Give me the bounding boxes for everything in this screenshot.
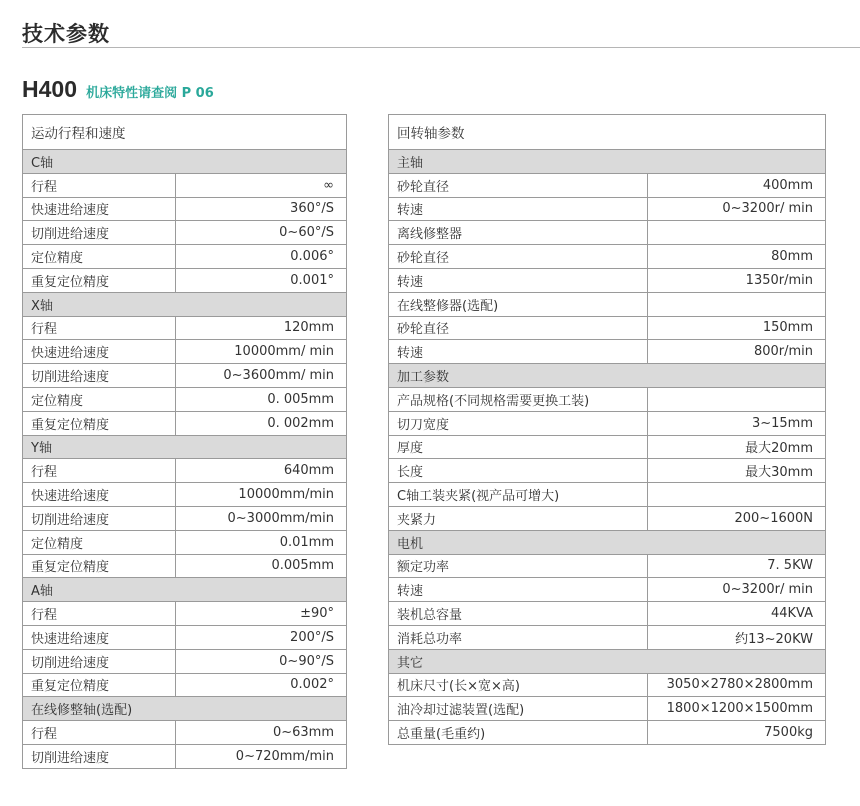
row-value: 400mm [648,173,826,197]
table-row [389,435,826,459]
row-value: 120mm [176,316,347,340]
section-row [23,150,347,174]
model-heading [22,76,214,103]
table-header: 运动行程和速度 [23,115,347,150]
section-row [389,649,826,673]
section-row [389,364,826,388]
table-row [23,721,347,745]
table-row [23,673,347,697]
row-value: 0. 005mm [176,387,347,411]
row-value: 0~3000mm/min [176,506,347,530]
row-label: 厚度 [389,435,648,459]
row-label: 行程 [23,602,176,626]
model-reference-note: 机床特性请查阅 P 06 [86,86,214,101]
section-title: 加工参数 [389,364,826,388]
table-row [389,697,826,721]
row-value [648,292,826,316]
motion-travel-speed-table [22,114,347,769]
row-value: 80mm [648,245,826,269]
table-row [389,459,826,483]
row-value [648,221,826,245]
row-label: 快速进给速度 [23,197,176,221]
row-value: 360°/S [176,197,347,221]
table-row [389,387,826,411]
row-label: 装机总容量 [389,602,648,626]
row-label: 行程 [23,173,176,197]
table-row [23,625,347,649]
row-label: 重复定位精度 [23,268,176,292]
row-label: 切削进给速度 [23,221,176,245]
table-header: 回转轴参数 [389,115,826,150]
row-label: 产品规格(不同规格需要更换工装) [389,387,648,411]
table-row [23,221,347,245]
section-row [389,150,826,174]
row-value: 7. 5KW [648,554,826,578]
row-label: 转速 [389,268,648,292]
table-row [389,554,826,578]
row-value: 0.001° [176,268,347,292]
row-label: 切刀宽度 [389,411,648,435]
table-row [23,744,347,768]
row-value: 0~720mm/min [176,744,347,768]
row-value: 150mm [648,316,826,340]
section-title: A轴 [23,578,347,602]
table-row [389,245,826,269]
table-row [389,625,826,649]
row-value: 0~3200r/ min [648,578,826,602]
row-label: 行程 [23,459,176,483]
row-value: 0~3200r/ min [648,197,826,221]
row-value: 44KVA [648,602,826,626]
table-row [389,411,826,435]
row-label: 额定功率 [389,554,648,578]
table-row [389,316,826,340]
table-row [389,578,826,602]
table-row [23,554,347,578]
row-value: 0.01mm [176,530,347,554]
row-label: 转速 [389,197,648,221]
table-header-row [23,115,347,150]
table-row [23,340,347,364]
row-value: 200°/S [176,625,347,649]
row-value: 最大20mm [648,435,826,459]
row-value: 3~15mm [648,411,826,435]
row-label: 行程 [23,316,176,340]
row-label: 切削进给速度 [23,364,176,388]
row-label: 夹紧力 [389,506,648,530]
row-label: 定位精度 [23,387,176,411]
table-row [23,197,347,221]
row-label: 快速进给速度 [23,483,176,507]
section-title: 电机 [389,530,826,554]
row-value: 0~90°/S [176,649,347,673]
section-row [23,292,347,316]
row-value: 640mm [176,459,347,483]
row-value: 200~1600N [648,506,826,530]
section-row [23,578,347,602]
table-row [389,673,826,697]
row-label: 快速进给速度 [23,340,176,364]
table-row [23,483,347,507]
row-value: 1350r/min [648,268,826,292]
table-row [23,530,347,554]
title-divider [22,47,860,48]
table-row [23,387,347,411]
table-row [23,459,347,483]
table-row [389,173,826,197]
table-row [389,506,826,530]
section-title: C轴 [23,150,347,174]
row-value: ∞ [176,173,347,197]
page-title: 技术参数 [22,22,110,46]
table-row [23,245,347,269]
row-label: 切削进给速度 [23,744,176,768]
section-title: 其它 [389,649,826,673]
table-row [23,411,347,435]
rotary-axis-parameter-table [388,114,826,745]
row-label: 在线整修器(选配) [389,292,648,316]
row-label: 重复定位精度 [23,673,176,697]
row-value: 0~63mm [176,721,347,745]
table-row [23,506,347,530]
table-row [23,649,347,673]
row-value: 3050×2780×2800mm [648,673,826,697]
table-row [389,292,826,316]
table-row [23,173,347,197]
table-row [389,340,826,364]
row-label: 消耗总功率 [389,625,648,649]
row-label: 油冷却过滤装置(选配) [389,697,648,721]
row-value: ±90° [176,602,347,626]
table-row [389,721,826,745]
section-title: X轴 [23,292,347,316]
row-label: 砂轮直径 [389,245,648,269]
row-label: 长度 [389,459,648,483]
row-value: 0.002° [176,673,347,697]
row-value: 最大30mm [648,459,826,483]
table-row [389,221,826,245]
row-label: 砂轮直径 [389,316,648,340]
row-value: 0.005mm [176,554,347,578]
row-value: 800r/min [648,340,826,364]
row-value [648,387,826,411]
row-label: 快速进给速度 [23,625,176,649]
row-label: C轴工装夹紧(视产品可增大) [389,483,648,507]
row-label: 转速 [389,578,648,602]
table-row [389,602,826,626]
row-label: 重复定位精度 [23,554,176,578]
row-value: 7500kg [648,721,826,745]
table-row [23,268,347,292]
row-label: 定位精度 [23,245,176,269]
row-value: 0. 002mm [176,411,347,435]
row-value: 0~3600mm/ min [176,364,347,388]
row-value: 0.006° [176,245,347,269]
table-row [23,316,347,340]
section-row [389,530,826,554]
table-row [389,268,826,292]
row-label: 行程 [23,721,176,745]
row-value [648,483,826,507]
table-row [23,364,347,388]
row-label: 机床尺寸(长×宽×高) [389,673,648,697]
row-label: 定位精度 [23,530,176,554]
row-value: 约13~20KW [648,625,826,649]
row-value: 10000mm/ min [176,340,347,364]
row-value: 1800×1200×1500mm [648,697,826,721]
row-value: 10000mm/min [176,483,347,507]
table-row [389,483,826,507]
model-code: H400 [22,76,77,102]
table-row [389,197,826,221]
row-label: 砂轮直径 [389,173,648,197]
row-label: 切削进给速度 [23,506,176,530]
row-label: 总重量(毛重约) [389,721,648,745]
row-label: 离线修整器 [389,221,648,245]
section-title: Y轴 [23,435,347,459]
section-row [23,435,347,459]
section-title: 在线修整轴(选配) [23,697,347,721]
row-value: 0~60°/S [176,221,347,245]
table-row [23,602,347,626]
row-label: 切削进给速度 [23,649,176,673]
section-row [23,697,347,721]
row-label: 转速 [389,340,648,364]
section-title: 主轴 [389,150,826,174]
row-label: 重复定位精度 [23,411,176,435]
table-header-row [389,115,826,150]
